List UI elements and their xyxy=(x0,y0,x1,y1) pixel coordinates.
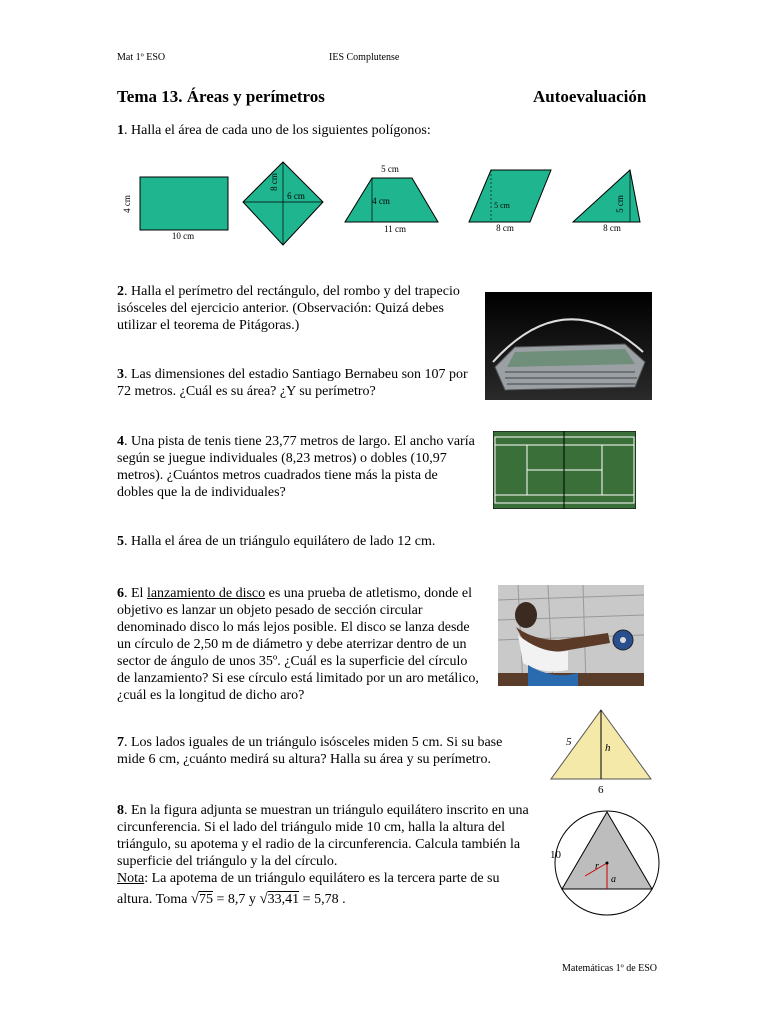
isosceles-triangle-figure xyxy=(548,706,658,798)
exercise-5-text: 5. Halla el área de un triángulo equilátero de lado 12 cm. xyxy=(117,534,436,549)
inscribed-apothem-label: a xyxy=(611,874,616,885)
inscribed-side-label: 10 xyxy=(550,849,561,861)
rhombus-d2-label: 6 cm xyxy=(287,191,305,201)
triangle-base-label-7: 6 xyxy=(598,784,604,796)
tennis-court-image xyxy=(493,431,636,509)
trapezoid-shape xyxy=(345,178,438,222)
triangle-side-label: 5 xyxy=(566,736,572,748)
header-left: Mat 1º ESO xyxy=(117,52,166,63)
discus-athlete-photo xyxy=(498,585,644,686)
page-subtitle: Autoevaluación xyxy=(533,87,647,106)
footer-text: Matemáticas 1º de ESO xyxy=(562,963,658,974)
exercise-2-text: 2. Halla el perímetro del rectángulo, del rombo y del trapecio isósceles del ejercicio anterior. (Observación: Quizá debes utilizar el teorema de Pitágoras.) xyxy=(117,284,460,333)
exercise-7-text: 7. Los lados iguales de un triángulo isósceles miden 5 cm. Si su base mide 6 cm, ¿cuánto medirá su altura? Halla su área y su perímetro. xyxy=(117,735,503,767)
exercise-3-text: 3. Las dimensiones del estadio Santiago Bernabeu son 107 por 72 metros. ¿Cuál es su área? ¿Y su perímetro? xyxy=(117,367,468,399)
rhombus-d1-label: 8 cm xyxy=(269,173,279,191)
parallelogram-base-label: 8 cm xyxy=(496,223,514,233)
exercise-1-figures xyxy=(110,160,660,255)
exercise-6-text: 6. El lanzamiento de disco es una prueba de atletismo, donde el objetivo es lanzar un objeto pesado de sección circular denominado disco lo más lejos posible. El disco se lanza desde un círculo de 2,50 m de diámetro y debe aterrizar dentro de un sector de ángulo de unos 35º. ¿Cuál es la superficie del círculo de lanzamiento? Si ese círculo está limitado por un aro metálico, ¿cuál es la longitud de dicho aro? xyxy=(117,586,479,703)
rectangle-shape xyxy=(140,177,228,230)
exercise-1-text: 1. Halla el área de cada uno de los siguientes polígonos: xyxy=(117,123,431,138)
triangle-height-h-label: h xyxy=(605,742,611,754)
triangle-height-label: 5 cm xyxy=(615,195,625,213)
inscribed-triangle-figure xyxy=(547,806,662,918)
exercise-4-text: 4. Una pista de tenis tiene 23,77 metros de largo. El ancho varía según se juegue individuales (8,23 metros) o dobles (10,97 metros). ¿Cuántos metros cuadrados tiene más la pista de dobles que la de individuales? xyxy=(117,434,475,500)
header-center: IES Complutense xyxy=(329,52,400,63)
exercise-8-text: 8. En la figura adjunta se muestran un triángulo equilátero inscrito en una circunferencia. Si el lado del triángulo mide 10 cm, halla la altura del triángulo, su apotema y el radio de la circunferencia. Calcula también la superficie del triángulo y la del círculo. Nota: La apotema de un triángulo equilátero es la tercera parte de su altura. Toma √75 = 8,7 y √33,41 = 5,78 . xyxy=(117,803,529,907)
parallelogram-shape xyxy=(469,170,551,222)
trapezoid-top-label: 5 cm xyxy=(381,164,399,174)
stadium-image xyxy=(485,292,652,400)
triangle-base-label: 8 cm xyxy=(603,223,621,233)
rect-height-label: 4 cm xyxy=(122,195,132,213)
parallelogram-height-label: 5 cm xyxy=(494,201,510,210)
trapezoid-height-label: 4 cm xyxy=(372,196,390,206)
page-title: Tema 13. Áreas y perímetros xyxy=(117,87,325,106)
link-lanzamiento-disco[interactable]: lanzamiento de disco xyxy=(146,586,266,601)
rect-width-label: 10 cm xyxy=(171,231,195,241)
inscribed-radius-label: r xyxy=(595,861,599,872)
trapezoid-base-label: 11 cm xyxy=(384,224,406,234)
